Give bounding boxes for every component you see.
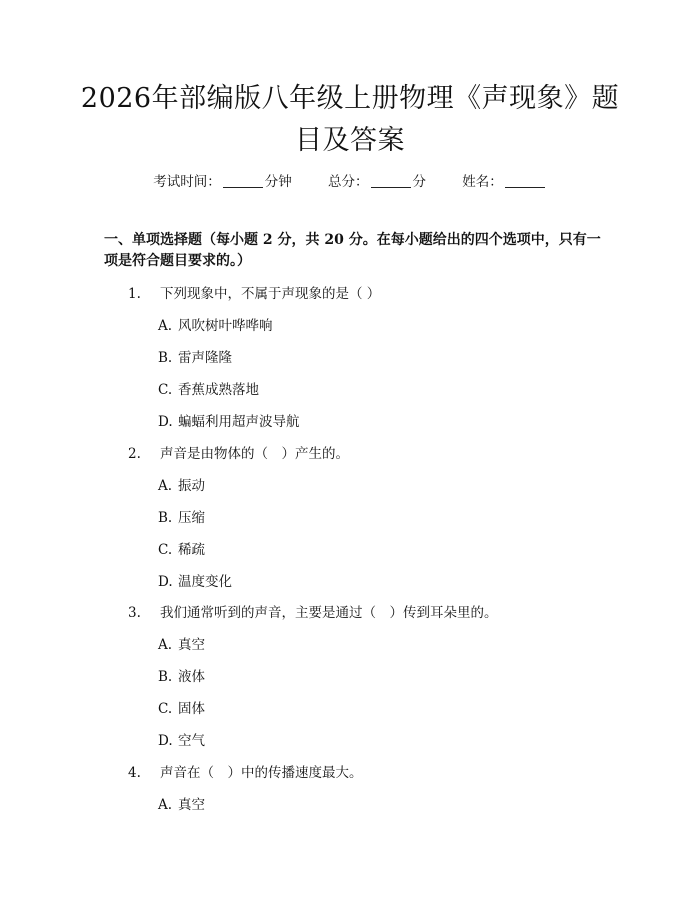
exam-meta <box>0 170 700 190</box>
option-1b <box>158 346 232 366</box>
option-key: A. <box>158 797 173 813</box>
time-label: 考试时间： <box>153 174 221 190</box>
question-text: 声音是由物体的（ ）产生的。 <box>160 446 349 462</box>
question-4 <box>128 761 363 781</box>
option-key: A. <box>158 318 173 334</box>
option-1d <box>158 410 300 430</box>
title-line-2: 目及答案 <box>295 125 405 156</box>
time-unit: 分钟 <box>264 174 292 190</box>
option-text: 雷声隆隆 <box>178 350 232 366</box>
option-key: C. <box>158 382 173 398</box>
option-text: 香蕉成熟落地 <box>178 382 259 398</box>
question-text: 声音在（ ）中的传播速度最大。 <box>160 765 363 781</box>
option-text: 蝙蝠利用超声波导航 <box>178 414 300 430</box>
document-title <box>70 78 630 162</box>
option-3d <box>158 729 205 749</box>
question-2 <box>128 442 349 462</box>
question-number: 4. <box>128 765 141 781</box>
option-key: B. <box>158 350 173 366</box>
option-key: D. <box>158 574 173 590</box>
option-2a <box>158 474 205 494</box>
option-3a <box>158 633 205 653</box>
student-name <box>462 170 547 190</box>
option-text: 振动 <box>178 478 205 494</box>
question-number: 2. <box>128 446 141 462</box>
question-number: 3. <box>128 605 141 621</box>
option-text: 真空 <box>178 797 205 813</box>
option-text: 压缩 <box>178 510 205 526</box>
option-1c <box>158 378 259 398</box>
time-blank <box>223 174 263 188</box>
option-2d <box>158 570 232 590</box>
option-3b <box>158 665 205 685</box>
option-key: C. <box>158 542 173 558</box>
option-key: C. <box>158 701 173 717</box>
option-1a <box>158 314 273 334</box>
question-1 <box>128 282 380 302</box>
section-heading: 一、单项选择题（每小题 2 分，共 20 分。在每小题给出的四个选项中，只有一项是符合题目要求的。） <box>104 232 601 269</box>
option-text: 空气 <box>178 733 205 749</box>
score-label: 总分： <box>328 174 369 190</box>
question-3 <box>128 601 498 621</box>
title-line-1: 2026年部编版八年级上册物理《声现象》题 <box>80 83 620 114</box>
option-4a <box>158 793 205 813</box>
option-2b <box>158 506 205 526</box>
option-text: 真空 <box>178 637 205 653</box>
option-key: D. <box>158 733 173 749</box>
question-text: 我们通常听到的声音，主要是通过（ ）传到耳朵里的。 <box>160 605 498 621</box>
total-score <box>328 170 426 190</box>
score-blank <box>371 174 411 188</box>
option-text: 固体 <box>178 701 205 717</box>
name-blank <box>505 174 545 188</box>
option-key: D. <box>158 414 173 430</box>
option-3c <box>158 697 205 717</box>
option-key: A. <box>158 478 173 494</box>
option-key: B. <box>158 510 173 526</box>
option-text: 温度变化 <box>178 574 232 590</box>
option-2c <box>158 538 205 558</box>
question-text: 下列现象中，不属于声现象的是（ ） <box>160 286 381 302</box>
option-text: 液体 <box>178 669 205 685</box>
exam-time <box>153 170 292 190</box>
name-label: 姓名： <box>462 174 503 190</box>
option-text: 风吹树叶哗哗响 <box>178 318 273 334</box>
option-key: A. <box>158 637 173 653</box>
option-key: B. <box>158 669 173 685</box>
question-number: 1. <box>128 286 141 302</box>
score-unit: 分 <box>412 174 426 190</box>
option-text: 稀疏 <box>178 542 205 558</box>
